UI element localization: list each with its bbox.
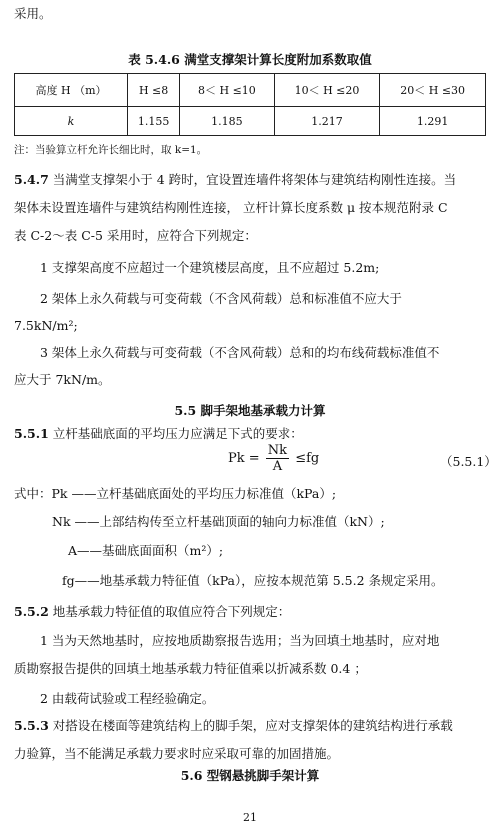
formula-number: （5.5.1） (440, 454, 497, 469)
definition-line: fg——地基承载力特征值（kPa），应按本规范第 5.5.2 条规定采用。 (62, 573, 444, 588)
list-item: 2 架体上永久荷载与可变荷载（不含风荷载）总和标准值不应大于 (40, 291, 402, 306)
section-heading: 5.5 脚手架地基承载力计算 (174, 403, 326, 418)
table-row (15, 107, 486, 136)
formula-fraction (266, 443, 289, 474)
list-item-continuation: 质勘察报告提供的回填土地基承载力特征值乘以折减系数 0.4 ； (14, 661, 367, 676)
page-number: 21 (243, 811, 257, 824)
table-header-cell: H ≤8 (128, 74, 180, 107)
clause-text: 架体未设置连墙件与建筑结构刚性连接， 立杆计算长度系数 μ 按本规范附录 C (14, 200, 448, 215)
table-cell: 1.155 (128, 107, 180, 136)
table-header-cell: 8＜ H ≤10 (180, 74, 274, 107)
list-item: 1 当为天然地基时，应按地质勘察报告选用；当为回填土地基时，应对地 (40, 633, 440, 648)
table-cell: 1.291 (380, 107, 486, 136)
formula-numerator: Nk (267, 443, 288, 458)
definition-line: A——基础底面面积（m²）; (68, 543, 224, 558)
formula-rhs: ≤fg (295, 451, 320, 466)
list-item: 1 支撑架高度不应超过一个建筑楼层高度，且不应超过 5.2m; (40, 260, 380, 275)
table-header-cell: 10＜ H ≤20 (274, 74, 380, 107)
clause-number: 5.4.7 (14, 172, 49, 187)
clause-number: 5.5.1 (14, 426, 49, 441)
clause-text: 立杆基础底面的平均压力应满足下式的要求： (52, 426, 303, 441)
table-header-cell: 高度 H （m） (15, 74, 128, 107)
section-heading: 5.6 型钢悬挑脚手架计算 (180, 768, 320, 783)
clause-text: 地基承载力特征值的取值应符合下列规定： (52, 604, 291, 619)
table-cell: k (15, 107, 128, 136)
definition-line: 式中：Pk ——立杆基础底面处的平均压力标准值（kPa）; (14, 486, 337, 501)
clause-number: 5.5.3 (14, 718, 49, 733)
formula (228, 443, 319, 474)
table-cell: 1.185 (180, 107, 274, 136)
definition-line: Nk ——上部结构传至立杆基础顶面的轴向力标准值（kN）; (52, 514, 385, 529)
coefficient-table (14, 73, 486, 136)
table-header-row (15, 74, 486, 107)
list-item: 2 由载荷试验或工程经验确定。 (40, 691, 215, 706)
clause-text: 对搭设在楼面等建筑结构上的脚手架，应对支撑架体的建筑结构进行承载 (52, 718, 453, 733)
table-caption: 表 5.4.6 满堂支撑架计算长度附加系数取值 (128, 52, 372, 67)
table-header-cell: 20＜ H ≤30 (380, 74, 486, 107)
clause-text: 表 C-2～表 C-5 采用时，应符合下列规定： (14, 228, 257, 243)
clause-text: 力验算，当不能满足承载力要求时应采取可靠的加固措施。 (14, 746, 340, 761)
list-item: 3 架体上永久荷载与可变荷载（不含风荷载）总和的均布线荷载标准值不 (40, 345, 440, 360)
formula-denominator: A (272, 459, 283, 474)
list-item-continuation: 7.5kN/m²; (14, 318, 78, 333)
table-cell: 1.217 (274, 107, 380, 136)
continuation-text: 采用。 (14, 6, 52, 21)
table-note: 注：当验算立杆允许长细比时，取 k=1。 (14, 144, 208, 156)
formula-lhs: Pk = (228, 451, 264, 466)
list-item-continuation: 应大于 7kN/m。 (14, 372, 111, 387)
clause-text: 当满堂支撑架小于 4 跨时，宜设置连墙件将架体与建筑结构刚性连接。当 (52, 172, 457, 187)
clause-number: 5.5.2 (14, 604, 49, 619)
